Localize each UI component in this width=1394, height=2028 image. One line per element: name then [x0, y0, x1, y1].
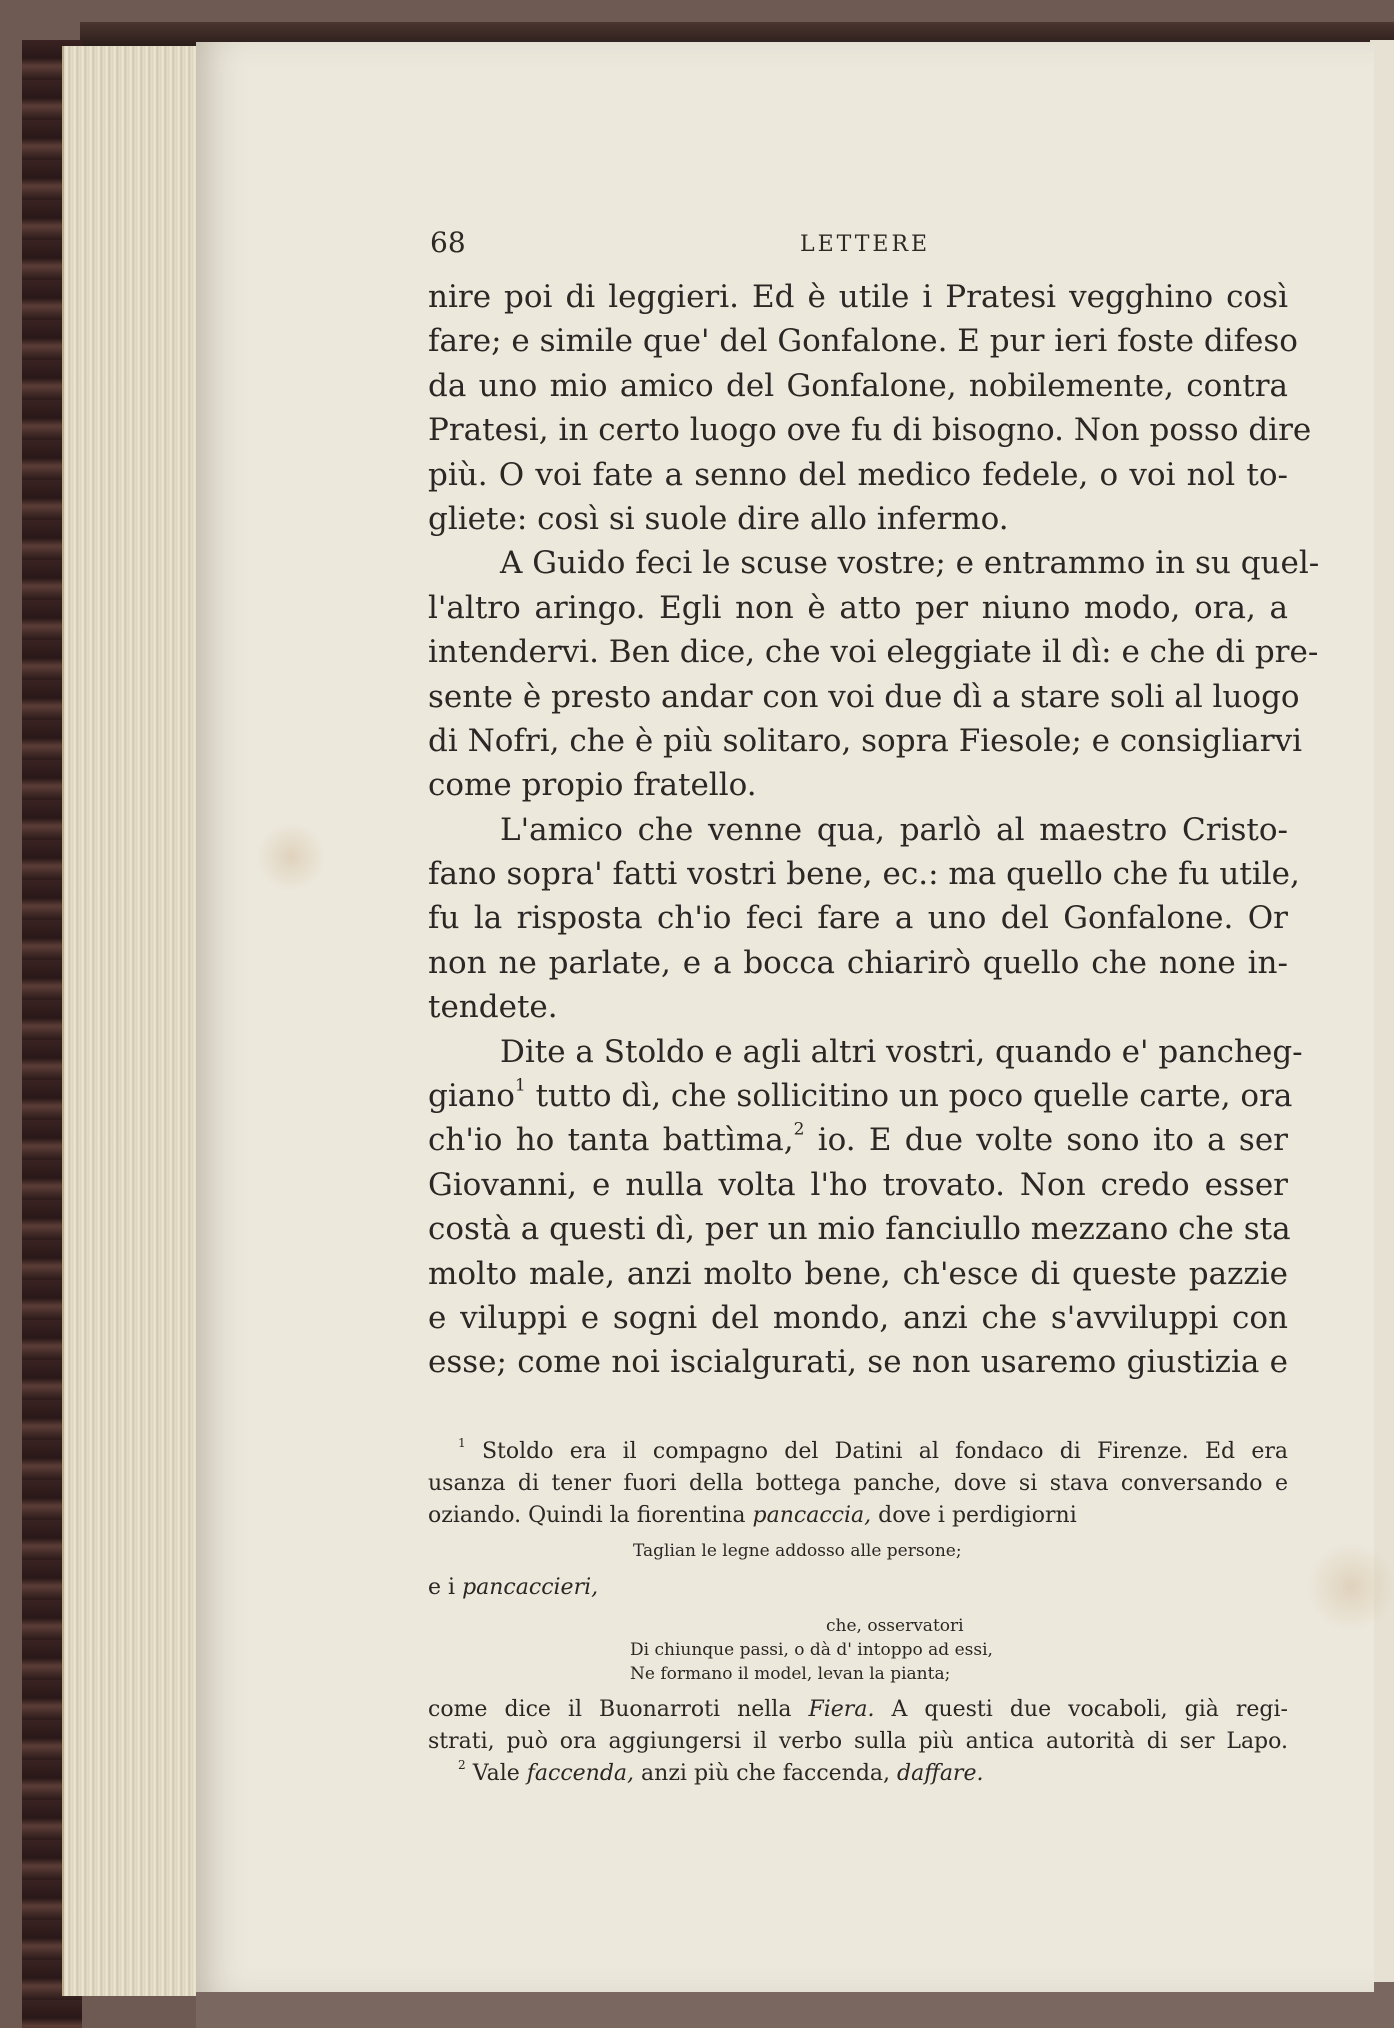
text-line: costà a questi dì, per un mio fanciullo mezzano che sta: [428, 1211, 1291, 1248]
paper-stain: [256, 822, 326, 892]
text-line: tendete.: [428, 989, 558, 1026]
text-line: Giovanni, e nulla volta l'ho trovato. Non credo esser: [428, 1166, 1288, 1203]
text-fragment: e i: [428, 1575, 456, 1600]
footnote-1-line: [428, 1694, 1288, 1726]
text-fragment: tutto dì, che sollicitino un poco quelle carte, ora: [535, 1078, 1293, 1115]
text-line: sente è presto andar con voi due dì a stare soli al luogo: [428, 678, 1300, 715]
text-line: come propio fratello.: [428, 767, 757, 804]
text-line: non ne parlate, e a bocca chiarirò quello che none in-: [428, 944, 1288, 981]
text-line: nire poi di leggieri. Ed è utile i Pratesi vegghino così: [428, 279, 1288, 315]
text-line: esse; come noi iscialgurati, se non usaremo giustizia e: [428, 1344, 1288, 1381]
text-line: da uno mio amico del Gonfalone, nobilemente, contra: [428, 367, 1288, 404]
text-fragment: giano: [428, 1078, 515, 1115]
footnote-1-line: [428, 1436, 1288, 1468]
text-line: l'altro aringo. Egli non è atto per niuno modo, ora, a: [428, 589, 1288, 626]
text-line: Pratesi, in certo luogo ove fu di bisogno. Non posso dire: [428, 412, 1312, 449]
page-edges: [62, 46, 214, 1996]
text-line: e viluppi e sogni del mondo, anzi che s'avviluppi con: [428, 1299, 1288, 1336]
text-line: [428, 1074, 1293, 1118]
text-fragment: ch'io ho tanta battìma,: [428, 1122, 794, 1159]
verse-line: Ne formano il model, levan la pianta;: [630, 1664, 951, 1684]
text-fragment: dove i perdigiorni: [878, 1503, 1077, 1528]
text-line: intendervi. Ben dice, che voi eleggiate il dì: e che di pre-: [428, 634, 1319, 671]
text-fragment: io. E due volte sono ito a ser: [817, 1122, 1288, 1159]
text-line: molto male, anzi molto bene, ch'esce di queste pazzie: [428, 1255, 1288, 1292]
verse-quote: Taglian le legne addosso alle persone;: [633, 1541, 962, 1561]
footnote-ref-1: 1: [514, 1075, 526, 1096]
italic-term: pancaccieri,: [462, 1575, 599, 1600]
page-number: 68: [430, 226, 466, 259]
text-fragment: anzi più che faccenda,: [641, 1761, 891, 1786]
page-header: [430, 226, 1290, 266]
footnote-ref-2: 2: [793, 1120, 805, 1141]
text-line: gliete: così si suole dire allo infermo.: [428, 500, 1009, 537]
text-line: L'amico che venne qua, parlò al maestro Cristo-: [500, 811, 1288, 848]
footnotes: [428, 1436, 1288, 1790]
text-fragment: oziando. Quindi la fiorentina: [428, 1503, 746, 1528]
footnote-1-line: usanza di tener fuori della bottega panche, dove si stava conversando e: [428, 1471, 1288, 1496]
verse-line: Di chiunque passi, o dà d' intoppo ad essi,: [630, 1640, 993, 1660]
footnote-1-line: [428, 1500, 1288, 1532]
text-line: di Nofri, che è più solitaro, sopra Fiesole; e consigliarvi: [428, 722, 1303, 759]
footnote-2-line: [428, 1758, 1288, 1790]
running-title: LETTERE: [800, 232, 931, 257]
text-fragment: Stoldo era il compagno del Datini al fondaco di Firenze. Ed era: [481, 1439, 1288, 1464]
text-fragment: Vale: [472, 1761, 520, 1786]
verse-line: che, osservatori: [826, 1616, 964, 1636]
italic-term: daffare.: [897, 1761, 984, 1786]
text-line: A Guido feci le scuse vostre; e entrammo in su quel-: [500, 545, 1320, 582]
text-line: fu la risposta ch'io feci fare a uno del Gonfalone. Or: [428, 900, 1288, 937]
text-fragment: A questi due vocaboli, già regi-: [891, 1697, 1288, 1722]
paper-stain: [1306, 1542, 1394, 1632]
body-text: [428, 275, 1320, 1385]
footnote-1-line: strati, può ora aggiungersi il verbo sulla più antica autorità di ser Lapo.: [428, 1729, 1288, 1754]
text-line: fano sopra' fatti vostri bene, ec.: ma quello che fu utile,: [428, 856, 1300, 893]
italic-term: Fiera.: [808, 1697, 875, 1722]
text-line: fare; e simile que' del Gonfalone. E pur ieri foste difeso: [428, 323, 1298, 360]
text-line: più. O voi fate a senno del medico fedele, o voi nol to-: [428, 456, 1288, 493]
footnote-mark: 1: [458, 1436, 466, 1451]
text-fragment: come dice il Buonarroti nella: [428, 1697, 792, 1722]
text-line: Dite a Stoldo e agli altri vostri, quando e' pancheg-: [500, 1033, 1303, 1070]
italic-term: faccenda,: [526, 1761, 635, 1786]
verse-quote-block: [428, 1614, 1288, 1686]
footnote-1-line: [428, 1572, 1288, 1604]
footnote-mark: 2: [458, 1758, 466, 1773]
italic-term: pancaccia,: [752, 1503, 872, 1528]
text-line: [428, 1118, 1288, 1162]
